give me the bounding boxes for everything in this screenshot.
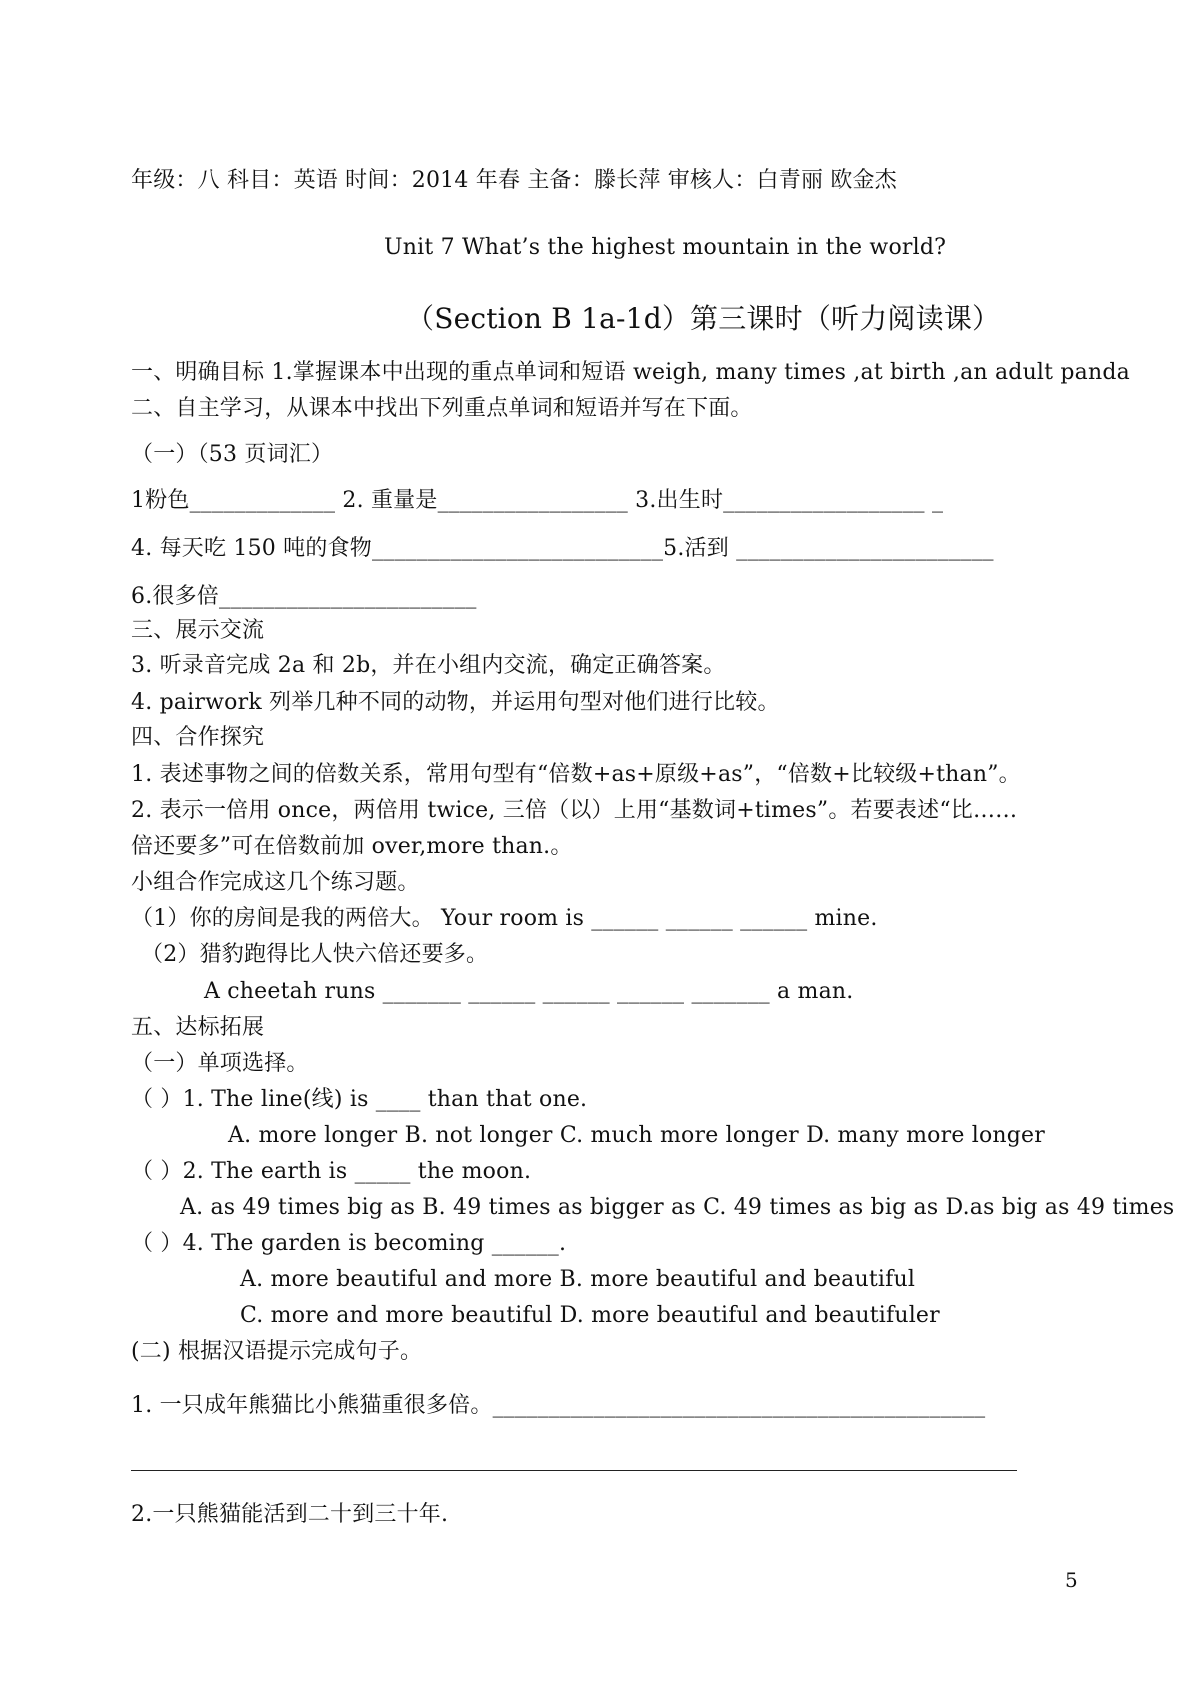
exercise-2-english: A cheetah runs _______ ______ ______ ______ _______ a man. — [204, 979, 854, 1004]
translate-1: 1. 一只成年熊猫比小熊猫重很多倍。____________________________________________ — [131, 1393, 986, 1418]
question-4-options-a: A. more beautiful and more B. more beautiful and beautiful — [240, 1267, 916, 1292]
section-title: （Section B 1a-1d）第三课时（听力阅读课） — [406, 302, 1001, 335]
explore-item-1: 1. 表述事物之间的倍数关系，常用句型有“倍数+as+原级+as”，“倍数+比较级+than”。 — [131, 762, 1021, 787]
question-2-options: A. as 49 times big as B. 49 times as bigger as C. 49 times as big as D.as big as 49 times — [180, 1195, 1175, 1220]
choice-heading: （一）单项选择。 — [131, 1051, 309, 1076]
show-item-3: 3. 听录音完成 2a 和 2b，并在小组内交流，确定正确答案。 — [131, 653, 726, 678]
explore-item-2: 2. 表示一倍用 once，两倍用 twice, 三倍（以）上用“基数词+times”。若要表述“比…… — [131, 798, 1018, 823]
translate-heading: (二) 根据汉语提示完成句子。 — [131, 1339, 423, 1364]
explore-heading: 四、合作探究 — [131, 725, 265, 750]
vocab-row-1: 1粉色_____________ 2. 重量是_________________ 3.出生时__________________ _ — [131, 488, 944, 513]
question-1-options: A. more longer B. not longer C. much more longer D. many more longer — [228, 1123, 1045, 1148]
group-task: 小组合作完成这几个练习题。 — [131, 870, 420, 895]
translate-2: 2.一只熊猫能活到二十到三十年. — [131, 1502, 449, 1527]
extend-heading: 五、达标拓展 — [131, 1015, 265, 1040]
vocab-row-2: 4. 每天吃 150 吨的食物__________________________5.活到 _______________________ — [131, 536, 994, 561]
question-4-options-b: C. more and more beautiful D. more beautiful and beautifuler — [240, 1303, 940, 1328]
question-1: （ ）1. The line(线) is ____ than that one. — [131, 1087, 588, 1112]
page-number: 5 — [1065, 1568, 1078, 1592]
show-item-4: 4. pairwork 列举几种不同的动物，并运用句型对他们进行比较。 — [131, 690, 780, 715]
exercise-2: （2）猎豹跑得比人快六倍还要多。 — [141, 942, 489, 967]
unit-title: Unit 7 What’s the highest mountain in the world? — [384, 235, 947, 260]
vocab-heading: （一）（53 页词汇） — [131, 442, 334, 467]
question-2: （ ）2. The earth is _____ the moon. — [131, 1159, 532, 1184]
worksheet-header: 年级：八 科目：英语 时间：2014 年春 主备：滕长萍 审核人：白青丽 欧金杰 — [131, 168, 897, 193]
question-4: （ ）4. The garden is becoming ______. — [131, 1231, 567, 1256]
exercise-1: （1）你的房间是我的两倍大。 Your room is ______ ______ ______ mine. — [131, 906, 878, 931]
answer-line — [131, 1470, 1017, 1471]
explore-item-2-cont: 倍还要多”可在倍数前加 over,more than.。 — [131, 834, 573, 859]
show-heading: 三、展示交流 — [131, 618, 265, 643]
vocab-row-3: 6.很多倍_______________________ — [131, 584, 477, 609]
goal-line: 一、明确目标 1.掌握课本中出现的重点单词和短语 weigh, many times ,at birth ,an adult panda — [131, 360, 1130, 385]
self-study-heading: 二、自主学习，从课本中找出下列重点单词和短语并写在下面。 — [131, 396, 753, 421]
